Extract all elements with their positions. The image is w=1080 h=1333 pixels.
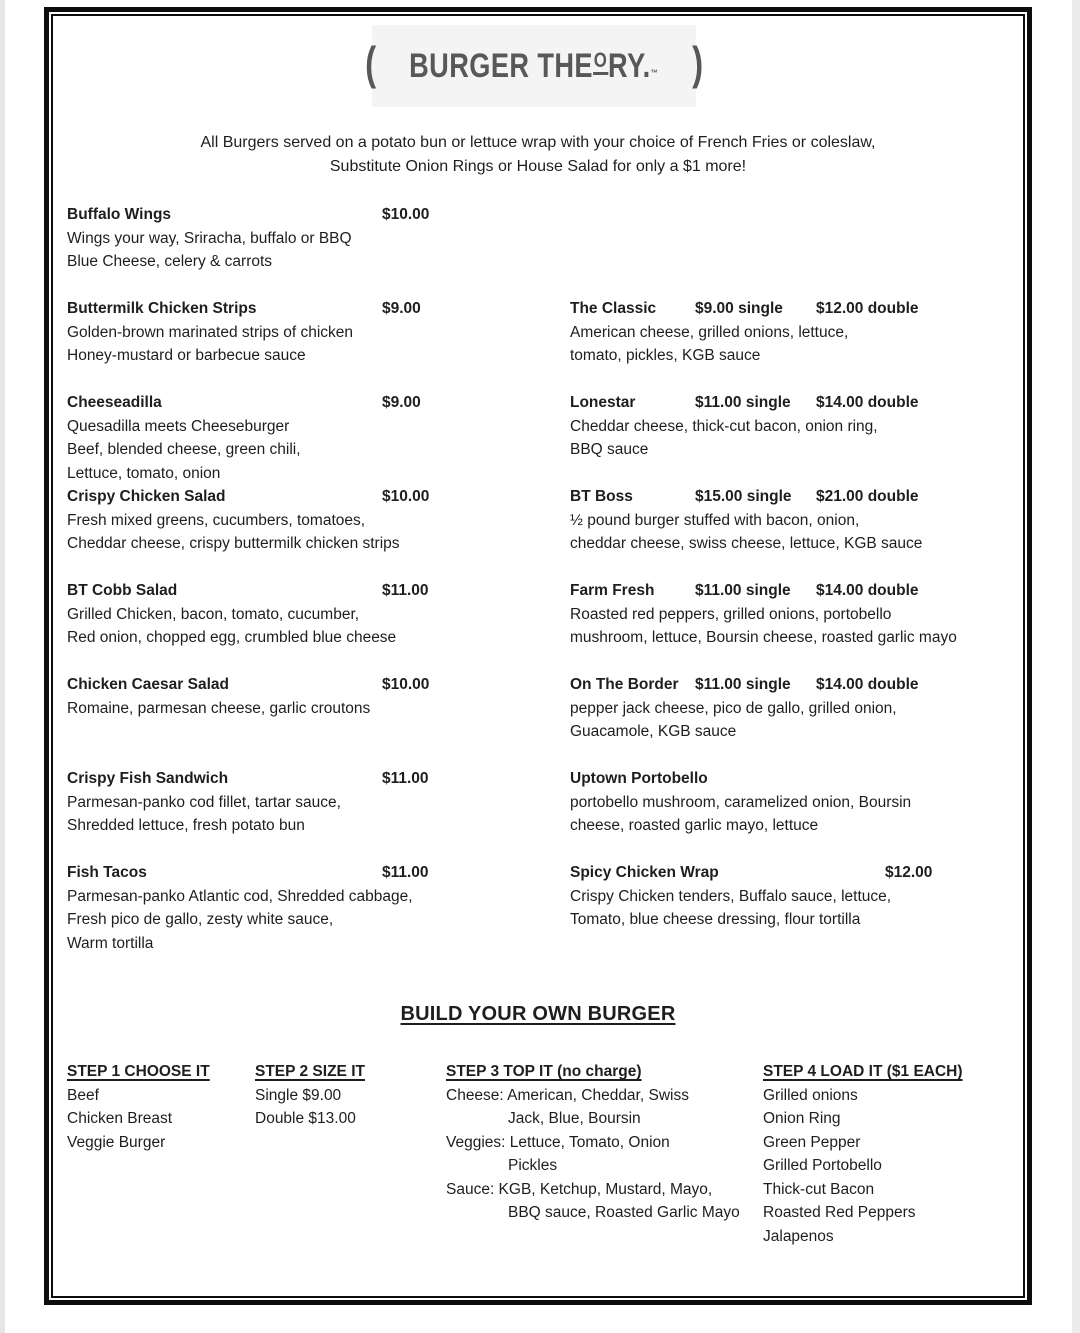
menu-item-name: On The Border (570, 676, 679, 693)
byob-step-line: Beef (67, 1086, 99, 1104)
menu-item-header (67, 391, 525, 415)
menu-item-price-double: $14.00 double (816, 582, 919, 599)
menu-item-header (570, 673, 1032, 697)
menu-item-description-line: Fresh mixed greens, cucumbers, tomatoes, (67, 511, 366, 529)
menu-item (67, 485, 525, 556)
menu-item (570, 391, 1032, 462)
byob-step-line: Cheese: American, Cheddar, Swiss (446, 1086, 689, 1104)
menu-item-name: BT Boss (570, 488, 633, 505)
menu-item-price: $12.00 (885, 864, 933, 881)
menu-item-description-line: pepper jack cheese, pico de gallo, grilled onion, (570, 699, 897, 717)
menu-item (570, 673, 1032, 744)
menu-item-price: $11.00 (382, 582, 429, 599)
menu-item-price: $11.00 (382, 770, 429, 787)
menu-item (570, 579, 1032, 650)
byob-step-heading: STEP 4 LOAD IT ($1 EACH) (763, 1063, 963, 1080)
menu-item (570, 767, 1032, 838)
byob-step-line: Jalapenos (763, 1227, 834, 1245)
menu-item-description-line: Quesadilla meets Cheeseburger (67, 417, 290, 435)
byob-step-line: Sauce: KGB, Ketchup, Mustard, Mayo, (446, 1180, 713, 1198)
menu-item (67, 203, 525, 274)
byob-step-line: Thick-cut Bacon (763, 1180, 875, 1198)
menu-item-header (67, 485, 525, 509)
menu-item-description-line: BBQ sauce (570, 441, 649, 458)
menu-item-name: Crispy Chicken Salad (67, 488, 226, 505)
menu-item (570, 861, 1032, 932)
menu-item-header (67, 767, 525, 791)
menu-item-price-single: $15.00 single (695, 488, 792, 505)
menu-item-price-double: $21.00 double (816, 488, 919, 505)
logo-open-paren-glyph: ( (365, 37, 377, 89)
menu-item-description-line: Honey-mustard or barbecue sauce (67, 347, 306, 364)
menu-item-description-line: Red onion, chopped egg, crumbled blue cheese (67, 629, 397, 646)
menu-item-description-line: Crispy Chicken tenders, Buffalo sauce, lettuce, (570, 887, 892, 905)
menu-item-name: Buttermilk Chicken Strips (67, 300, 257, 317)
menu-item-price-double: $14.00 double (816, 394, 919, 411)
byob-step-line: Onion Ring (763, 1110, 841, 1127)
menu-item-description-line: Beef, blended cheese, green chili, (67, 441, 301, 458)
menu-item-description-line: Guacamole, KGB sauce (570, 723, 737, 740)
menu-item-price: $11.00 (382, 864, 429, 881)
build-your-own-burger-heading: BUILD YOUR OWN BURGER (400, 1003, 676, 1025)
menu-item-header (67, 203, 525, 227)
menu-item-name: Chicken Caesar Salad (67, 676, 229, 693)
menu-page (44, 7, 1032, 1305)
byob-step-line: Green Pepper (763, 1133, 861, 1151)
logo-text-part2: RY. (608, 47, 651, 85)
menu-item-price: $10.00 (382, 206, 430, 223)
menu-item-name: Lonestar (570, 394, 636, 411)
menu-item-name: Cheeseadilla (67, 394, 162, 411)
menu-item (67, 297, 525, 368)
menu-item-price: $9.00 (382, 394, 421, 411)
logo-underlined-o: O (593, 52, 608, 75)
menu-item-description-line: cheese, roasted garlic mayo, lettuce (570, 817, 819, 834)
menu-item-description-line: Fresh pico de gallo, zesty white sauce, (67, 911, 334, 928)
byob-step (255, 1060, 365, 1131)
menu-item-name: Fish Tacos (67, 864, 147, 881)
menu-item-header (67, 673, 525, 697)
byob-step-heading: STEP 3 TOP IT (no charge) (446, 1063, 642, 1080)
screen-edge-right (1072, 0, 1080, 1333)
menu-item-price: $9.00 (382, 300, 421, 317)
menu-item-price: $10.00 (382, 488, 430, 505)
menu-item-description-line: Wings your way, Sriracha, buffalo or BBQ (67, 229, 352, 247)
menu-item-description-line: portobello mushroom, caramelized onion, Boursin (570, 793, 912, 811)
menu-item-description-line: American cheese, grilled onions, lettuce, (570, 323, 849, 341)
menu-item-header (67, 579, 525, 603)
menu-item-description-line: cheddar cheese, swiss cheese, lettuce, KGB sauce (570, 535, 923, 552)
menu-item-description-line: Warm tortilla (67, 934, 154, 952)
intro-line-2: Substitute Onion Rings or House Salad for only a $1 more! (329, 158, 747, 175)
byob-step-line: Veggies: Lettuce, Tomato, Onion (446, 1133, 670, 1151)
menu-item (570, 297, 1032, 368)
menu-column-left (67, 203, 525, 979)
menu-item (67, 673, 525, 720)
byob-step-line: BBQ sauce, Roasted Garlic Mayo (508, 1204, 740, 1221)
byob-step-line: Roasted Red Peppers (763, 1204, 916, 1221)
menu-item-price-single: $11.00 single (695, 394, 791, 411)
menu-item-header (570, 861, 1032, 885)
menu-item-description-line: Blue Cheese, celery & carrots (67, 253, 273, 270)
intro-line-1: All Burgers served on a potato bun or lettuce wrap with your choice of French Fries or coleslaw, (200, 134, 876, 151)
menu-item-header (570, 579, 1032, 603)
byob-step-line: Grilled onions (763, 1086, 858, 1104)
menu-item-description-line: Cheddar cheese, thick-cut bacon, onion ring, (570, 417, 878, 435)
logo-text-part1: BURGER THE (409, 47, 594, 85)
byob-step (763, 1060, 963, 1248)
menu-item-description-line: ½ pound burger stuffed with bacon, onion, (570, 511, 860, 529)
menu-item-name: Farm Fresh (570, 582, 655, 599)
screen-edge-left (0, 0, 5, 1333)
menu-item-price-single: $11.00 single (695, 676, 791, 693)
byob-step-line: Double $13.00 (255, 1110, 356, 1127)
logo-close-paren-glyph: ) (691, 37, 703, 89)
byob-step-line: Chicken Breast (67, 1110, 173, 1127)
menu-item-header (570, 767, 1032, 791)
menu-item-header (67, 861, 525, 885)
menu-item (570, 485, 1032, 556)
byob-step (67, 1060, 210, 1154)
trademark-symbol: ™ (650, 68, 659, 78)
menu-item (67, 767, 525, 838)
byob-step (446, 1060, 740, 1225)
byob-step-line: Jack, Blue, Boursin (508, 1110, 641, 1127)
burger-theory-logo (365, 25, 703, 107)
byob-step-line: Single $9.00 (255, 1086, 342, 1104)
menu-item-name: BT Cobb Salad (67, 582, 178, 599)
menu-item-description-line: mushroom, lettuce, Boursin cheese, roasted garlic mayo (570, 629, 957, 646)
menu-item-description-line: Grilled Chicken, bacon, tomato, cucumber, (67, 605, 360, 623)
menu-item-description-line: Romaine, parmesan cheese, garlic croutons (67, 699, 371, 717)
menu-item-description-line: Shredded lettuce, fresh potato bun (67, 817, 305, 834)
menu-item (67, 861, 525, 955)
menu-item-price: $10.00 (382, 676, 430, 693)
menu-item-description-line: Cheddar cheese, crispy buttermilk chicken strips (67, 535, 400, 552)
menu-item-header (570, 391, 1032, 415)
menu-item-header (67, 297, 525, 321)
byob-step-line: Grilled Portobello (763, 1157, 882, 1174)
menu-item-description-line: Parmesan-panko Atlantic cod, Shredded cabbage, (67, 887, 413, 905)
menu-item-description-line: Roasted red peppers, grilled onions, portobello (570, 605, 892, 623)
menu-item-description-line: Tomato, blue cheese dressing, flour tortilla (570, 911, 861, 928)
menu-item-name: The Classic (570, 300, 657, 317)
byob-step-line: Pickles (508, 1157, 558, 1174)
byob-step-heading: STEP 1 CHOOSE IT (67, 1063, 210, 1080)
menu-item-name: Uptown Portobello (570, 770, 708, 787)
menu-item-price-double: $14.00 double (816, 676, 919, 693)
menu-item-price-single: $11.00 single (695, 582, 791, 599)
menu-item-description-line: Lettuce, tomato, onion (67, 464, 221, 482)
menu-item (67, 391, 525, 485)
menu-item-header (570, 297, 1032, 321)
menu-item-description-line: Parmesan-panko cod fillet, tartar sauce, (67, 793, 341, 811)
byob-step-line: Veggie Burger (67, 1133, 166, 1151)
menu-column-right (570, 297, 1032, 955)
menu-item-name: Spicy Chicken Wrap (570, 864, 719, 881)
menu-item-description-line: tomato, pickles, KGB sauce (570, 347, 761, 364)
intro-text (44, 131, 1032, 179)
menu-item-name: Crispy Fish Sandwich (67, 770, 229, 787)
menu-item-name: Buffalo Wings (67, 206, 172, 223)
byob-step-heading: STEP 2 SIZE IT (255, 1063, 365, 1080)
menu-item-price-single: $9.00 single (695, 300, 783, 317)
logo-wordmark (409, 49, 658, 83)
menu-item-price-double: $12.00 double (816, 300, 919, 317)
menu-item (67, 579, 525, 650)
menu-item-description-line: Golden-brown marinated strips of chicken (67, 323, 354, 341)
byob-steps (44, 1060, 1032, 1260)
menu-item-header (570, 485, 1032, 509)
